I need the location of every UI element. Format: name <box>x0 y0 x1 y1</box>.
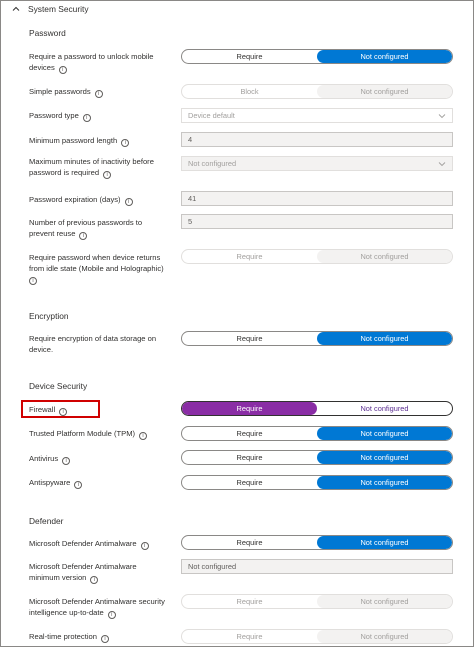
realtime-protection-toggle[interactable] <box>181 629 453 644</box>
password-expiration-input[interactable] <box>181 191 453 206</box>
require-password-toggle[interactable] <box>181 49 453 64</box>
defender-antimalware-toggle[interactable] <box>181 535 453 550</box>
require-option[interactable]: Require <box>236 429 263 438</box>
encryption-toggle[interactable] <box>181 331 453 346</box>
info-icon[interactable]: i <box>139 432 147 440</box>
chevron-up-icon[interactable] <box>11 4 21 14</box>
tpm-label: Trusted Platform Module (TPM) i <box>29 429 174 440</box>
password-type-label: Password type i <box>29 111 174 122</box>
section-header[interactable] <box>11 4 89 14</box>
info-icon[interactable]: i <box>103 171 111 179</box>
info-icon[interactable]: i <box>125 198 133 206</box>
antispyware-label: Antispyware i <box>29 478 174 489</box>
previous-passwords-input[interactable] <box>181 214 453 229</box>
not-configured-option[interactable]: Not configured <box>317 250 452 263</box>
info-icon[interactable]: i <box>121 139 129 147</box>
simple-passwords-label: Simple passwords i <box>29 87 174 98</box>
not-configured-option[interactable]: Not configured <box>317 476 452 489</box>
info-icon[interactable]: i <box>95 90 103 98</box>
antivirus-label: Antivirus i <box>29 454 174 465</box>
firewall-label: Firewall i <box>29 405 174 416</box>
chevron-down-icon <box>438 112 446 120</box>
min-password-length-label: Minimum password length i <box>29 136 174 147</box>
require-option[interactable]: Require <box>236 538 263 547</box>
info-icon[interactable]: i <box>59 66 67 74</box>
password-expiration-label: Password expiration (days) i <box>29 195 174 206</box>
chevron-down-icon <box>438 160 446 168</box>
firewall-toggle[interactable] <box>181 401 453 416</box>
password-expiration-value: 41 <box>188 194 197 203</box>
not-configured-option[interactable]: Not configured <box>317 630 452 643</box>
require-password-label: Require a password to unlock mobile devices i <box>29 52 154 73</box>
not-configured-option[interactable]: Not configured <box>317 536 452 549</box>
info-icon[interactable]: i <box>101 635 109 643</box>
max-inactivity-value: Not configured <box>188 159 237 168</box>
defender-intelligence-toggle[interactable] <box>181 594 453 609</box>
group-title-defender: Defender <box>29 516 64 526</box>
defender-antimalware-label: Microsoft Defender Antimalware i <box>29 539 174 550</box>
require-option[interactable]: Require <box>236 334 263 343</box>
idle-return-label: Require password when device returns from idle state (Mobile and Holographic) i <box>29 253 164 284</box>
max-inactivity-label: Maximum minutes of inactivity before password is required i <box>29 157 154 178</box>
require-option[interactable]: Require <box>236 478 263 487</box>
encryption-label: Require encryption of data storage on device. <box>29 334 157 354</box>
min-password-length-input[interactable] <box>181 132 453 147</box>
not-configured-option[interactable]: Not configured <box>317 451 452 464</box>
info-icon[interactable]: i <box>74 481 82 489</box>
not-configured-option[interactable]: Not configured <box>317 332 452 345</box>
not-configured-option[interactable]: Not configured <box>317 595 452 608</box>
not-configured-option[interactable]: Not configured <box>317 427 452 440</box>
require-option[interactable]: Require <box>236 252 263 261</box>
info-icon[interactable]: i <box>83 114 91 122</box>
password-type-value: Device default <box>188 111 235 120</box>
simple-passwords-toggle[interactable] <box>181 84 453 99</box>
require-option[interactable]: Require <box>236 597 263 606</box>
info-icon[interactable]: i <box>59 408 67 416</box>
previous-passwords-value: 5 <box>188 217 193 226</box>
require-option[interactable]: Require <box>236 52 263 61</box>
group-title-password: Password <box>29 28 66 38</box>
tpm-toggle[interactable] <box>181 426 453 441</box>
password-type-dropdown[interactable] <box>181 108 453 123</box>
require-option[interactable]: Require <box>236 453 263 462</box>
block-option[interactable]: Block <box>240 87 259 96</box>
not-configured-option[interactable]: Not configured <box>317 85 452 98</box>
require-option[interactable]: Require <box>182 402 317 415</box>
defender-intelligence-label: Microsoft Defender Antimalware security intelligence up-to-date i <box>29 597 165 618</box>
antispyware-toggle[interactable] <box>181 475 453 490</box>
group-title-encryption: Encryption <box>29 311 69 321</box>
antivirus-toggle[interactable] <box>181 450 453 465</box>
realtime-protection-label: Real-time protection i <box>29 632 174 643</box>
info-icon[interactable]: i <box>90 576 98 584</box>
not-configured-option[interactable]: Not configured <box>360 404 409 413</box>
min-password-length-value: 4 <box>188 135 193 144</box>
info-icon[interactable]: i <box>62 457 70 465</box>
require-option[interactable]: Require <box>236 632 263 641</box>
max-inactivity-dropdown[interactable] <box>181 156 453 171</box>
idle-return-toggle[interactable] <box>181 249 453 264</box>
defender-min-version-value: Not configured <box>188 562 237 571</box>
section-title: System Security <box>28 4 89 14</box>
info-icon[interactable]: i <box>108 611 116 619</box>
previous-passwords-label: Number of previous passwords to prevent reuse i <box>29 218 143 239</box>
defender-min-version-input[interactable] <box>181 559 453 574</box>
info-icon[interactable]: i <box>141 542 149 550</box>
info-icon[interactable]: i <box>29 277 37 285</box>
not-configured-option[interactable]: Not configured <box>317 50 452 63</box>
info-icon[interactable]: i <box>79 232 87 240</box>
group-title-device-security: Device Security <box>29 381 88 391</box>
defender-min-version-label: Microsoft Defender Antimalware minimum version i <box>29 562 137 583</box>
